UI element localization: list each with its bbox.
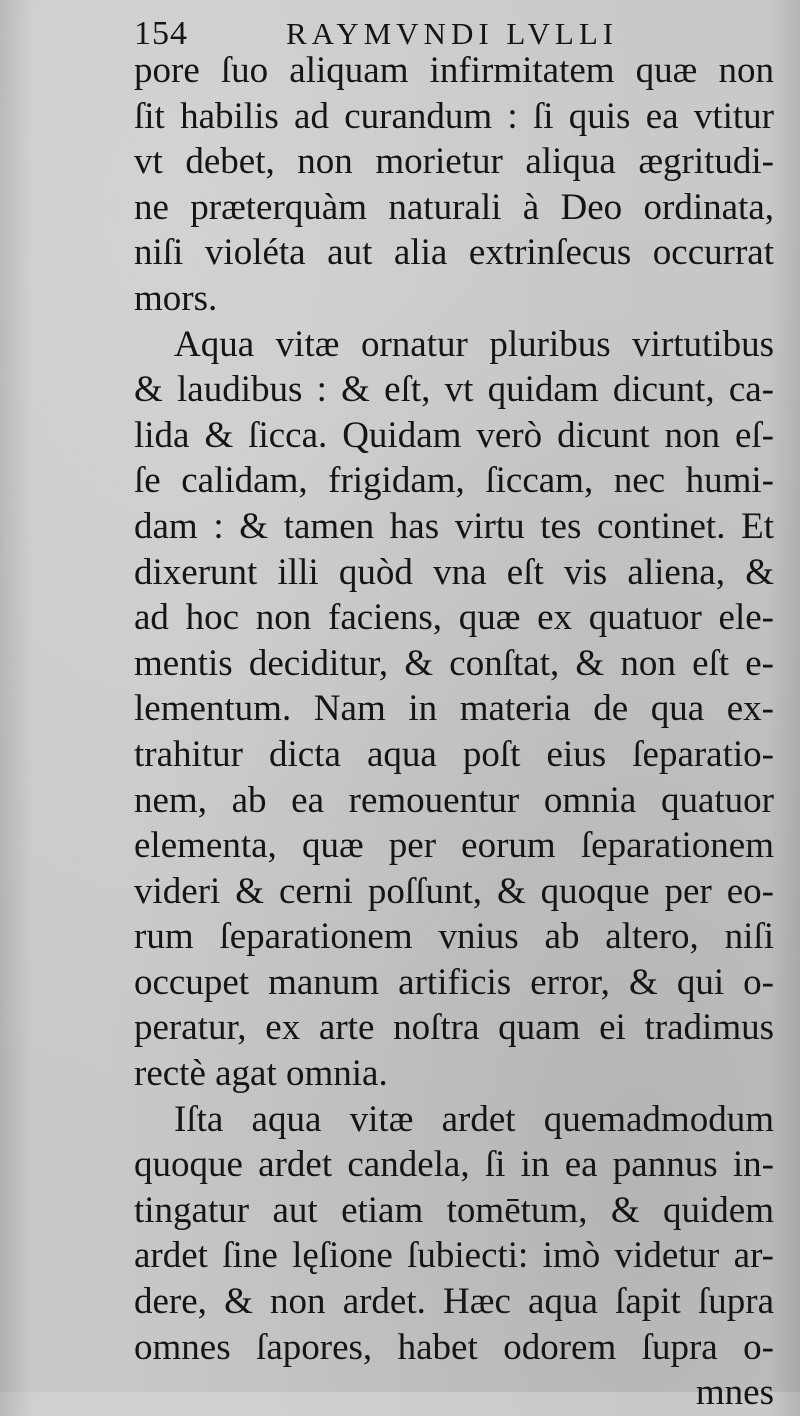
text-line: ſit habilis ad curandum : ſi quis ea vtitur <box>134 95 774 137</box>
text-line: ad hoc non faciens, quæ ex quatuor ele- <box>134 597 774 639</box>
text-line: dam : & tamen has virtu tes continet. Et <box>134 505 774 547</box>
text-line: videri & cerni poſſunt, & quoque per eo- <box>134 870 774 912</box>
text-line: nem, ab ea remouentur omnia quatuor <box>134 779 774 821</box>
text-line: rum ſeparationem vnius ab altero, niſi <box>134 916 774 958</box>
text-line: trahitur dicta aqua poſt eius ſeparatio- <box>134 733 774 775</box>
text-line: peratur, ex arte noſtra quam ei tradimus <box>134 1007 774 1049</box>
text-line: rectè agat omnia. <box>134 1053 388 1095</box>
text-line: lementum. Nam in materia de qua ex- <box>134 688 774 730</box>
text-line: dixerunt illi quòd vna eſt vis aliena, & <box>134 551 774 593</box>
text-line: ne præterquàm naturali à Deo ordinata, <box>134 186 774 228</box>
text-line: mors. <box>134 277 218 319</box>
text-line: mentis deciditur, & conſtat, & non eſt e- <box>134 642 774 684</box>
text-line: vt debet, non morietur aliqua ægritudi- <box>134 141 774 183</box>
text-line: & laudibus : & eſt, vt quidam dicunt, ca- <box>134 369 774 411</box>
page-number: 154 <box>134 15 188 52</box>
running-head: RAYMVNDI LVLLI <box>286 16 619 51</box>
text-line: niſi violéta aut alia extrinſecus occurrat <box>134 232 774 274</box>
catchword: mnes <box>695 1372 774 1414</box>
text-line: dere, & non ardet. Hæc aqua ſapit ſupra <box>134 1281 774 1323</box>
text-line: pore ſuo aliquam infirmitatem quæ non <box>134 50 774 91</box>
text-line: occupet manum artificis error, & qui o- <box>134 961 774 1003</box>
text-line: omnes ſapores, habet odorem ſupra o- <box>134 1326 774 1368</box>
text-line: tingatur aut etiam tomētum, & quidem <box>134 1189 774 1231</box>
text-line: lida & ſicca. Quidam verò dicunt non eſ- <box>134 414 774 456</box>
text-line: ardet ſine lęſione ſubiecti: imò videtur ar- <box>134 1235 774 1277</box>
body-text <box>134 48 774 1416</box>
text-line: Iſta aqua vitæ ardet quemadmodum <box>174 1098 774 1140</box>
text-line: Aqua vitæ ornatur pluribus virtutibus <box>174 323 774 365</box>
text-line: ſe calidam, frigidam, ſiccam, nec humi- <box>134 460 774 502</box>
text-line: quoque ardet candela, ſi in ea pannus in- <box>134 1144 774 1186</box>
text-line: elementa, quæ per eorum ſeparationem <box>134 825 774 867</box>
